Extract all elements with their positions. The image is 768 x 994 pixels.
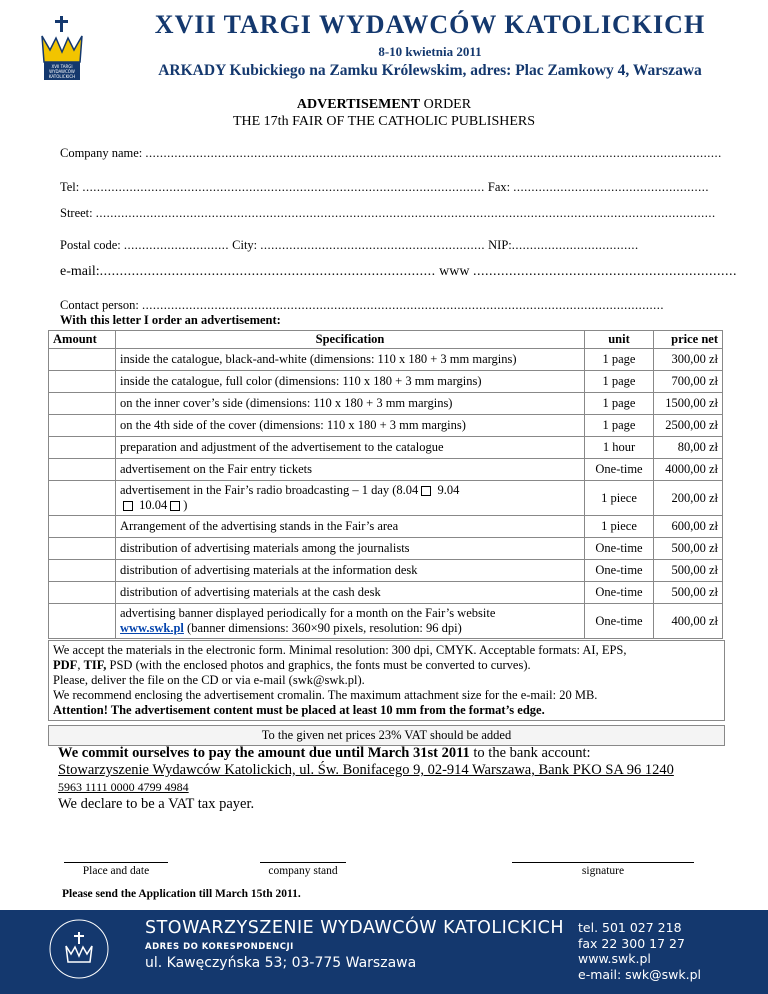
bank-line: Stowarzyszenie Wydawców Katolickich, ul. Św. Bonifacego 9, 02-914 Warszawa, Bank PKO SA 96 1240 [58,762,674,778]
spec-text: distribution of advertising materials among the journalists [120,541,410,555]
spec-cell [116,415,585,437]
note-line: We accept the materials in the electronic form. Minimal resolution: 300 dpi, CMYK. Acceptable formats: AI, EPS, [53,643,627,657]
amount-cell[interactable] [49,393,116,415]
col-spec: Specification [116,331,585,349]
table-row [49,349,723,371]
checkbox-1004[interactable] [170,501,180,511]
amount-cell[interactable] [49,459,116,481]
amount-cell[interactable] [49,516,116,538]
price-cell: 2500,00 zł [654,415,723,437]
website-link[interactable]: www.swk.pl [120,621,184,635]
footer-web-link[interactable]: www.swk.pl [578,951,651,966]
note-line [53,658,720,673]
unit-cell: 1 page [585,415,654,437]
amount-cell[interactable] [49,415,116,437]
fair-title: XVII TARGI WYDAWCÓW KATOLICKICH [154,10,706,39]
price-cell: 1500,00 zł [654,393,723,415]
note-sep: , [77,658,84,672]
spec-cell [116,560,585,582]
unit-cell: 1 page [585,349,654,371]
unit-cell: One-time [585,459,654,481]
spec-cell [116,393,585,415]
city-label: City: [232,238,258,252]
price-cell: 200,00 zł [654,481,723,516]
nip-label: NIP: [488,238,512,252]
contact-label: Contact person: [60,298,139,312]
spec-cell [116,459,585,481]
note-bold: PDF [53,658,78,672]
commitment [58,745,723,796]
amount-cell[interactable] [49,437,116,459]
note-line: Attention! The advertisement content must be placed at least 10 mm from the format’s edge. [53,703,545,717]
spec-cell [116,604,585,639]
fax-label: Fax: [487,180,511,194]
col-amount: Amount [49,331,116,349]
checkbox-0904[interactable] [123,501,133,511]
spec-text: distribution of advertising materials at the information desk [120,563,418,577]
spec-cell [116,349,585,371]
table-row [49,415,723,437]
company-label: Company name: [60,146,143,160]
place-date-line[interactable]: Place and date [64,862,168,877]
unit-cell: One-time [585,560,654,582]
amount-cell[interactable] [49,582,116,604]
table-row [49,459,723,481]
notes-box [48,640,725,721]
company-stand-line[interactable]: company stand [260,862,346,877]
footer-contact [578,920,701,982]
note-text: PSD (with the enclosed photos and graphics, the fonts must be converted to curves). [106,658,531,672]
table-row [49,437,723,459]
order-subtitle: THE 17th FAIR OF THE CATHOLIC PUBLISHERS [232,114,536,129]
footer-org-name: STOWARZYSZENIE WYDAWCÓW KATOLICKICH [145,918,564,938]
street-field[interactable]: Street: ........................................................................................................................................................................... [60,206,716,220]
checkbox-0804[interactable] [421,486,431,496]
street-label: Street: [60,206,93,220]
spec-cell [116,481,585,516]
vat-note: To the given net prices 23% VAT should be added [48,725,725,746]
amount-cell[interactable] [49,481,116,516]
spec-text: ) [183,498,188,512]
unit-cell: One-time [585,538,654,560]
company-field[interactable]: Company name: ............................................................................................................................................................... [60,146,722,160]
spec-text: on the inner cover’s side (dimensions: 110 x 180 + 3 mm margins) [120,396,453,410]
price-cell: 500,00 zł [654,538,723,560]
spec-cell [116,437,585,459]
price-cell: 300,00 zł [654,349,723,371]
unit-cell: One-time [585,582,654,604]
www-label: www [439,264,470,279]
order-intro: With this letter I order an advertisement: [60,313,281,327]
price-cell: 700,00 zł [654,371,723,393]
spec-text: inside the catalogue, full color (dimensions: 110 x 180 + 3 mm margins) [120,374,482,388]
unit-cell: 1 page [585,393,654,415]
spec-text: on the 4th side of the cover (dimensions: 110 x 180 + 3 mm margins) [120,418,466,432]
spec-text: Arrangement of the advertising stands in the Fair’s area [120,519,399,533]
account-number: 5963 1111 0000 4799 4984 [58,780,189,794]
table-row [49,604,723,639]
spec-text: (banner dimensions: 360×90 pixels, resolution: 96 dpi) [183,621,462,635]
spec-text: distribution of advertising materials at the cash desk [120,585,381,599]
amount-cell[interactable] [49,604,116,639]
spec-text: advertisement on the Fair entry tickets [120,462,312,476]
spec-text: advertisement in the Fair’s radio broadcasting – 1 day (8.04 [120,483,419,497]
unit-cell: 1 piece [585,516,654,538]
footer-email-link[interactable]: e-mail: swk@swk.pl [578,966,701,982]
col-price: price net [654,331,723,349]
email-label: e-mail: [60,264,100,279]
table-row [49,560,723,582]
footer-address-label: ADRES DO KORESPONDENCJI [145,942,294,952]
footer-fax: fax 22 300 17 27 [578,935,685,951]
logo-text: KATOLICKICH [48,74,76,79]
price-cell: 500,00 zł [654,560,723,582]
price-cell: 80,00 zł [654,437,723,459]
spec-text: preparation and adjustment of the advertisement to the catalogue [120,440,444,454]
price-cell: 4000,00 zł [654,459,723,481]
postal-label: Postal code: [60,238,121,252]
table-row [49,393,723,415]
amount-cell[interactable] [49,560,116,582]
price-cell: 500,00 zł [654,582,723,604]
tel-label: Tel: [60,180,80,194]
order-title-rest: ORDER [420,97,472,112]
order-title [0,96,768,130]
fair-logo [38,16,86,88]
note-line: Please, deliver the file on the CD or via e-mail (swk@swk.pl). [53,673,365,687]
footer-tel: tel. 501 027 218 [578,920,682,935]
association-logo-icon [48,918,110,980]
table-row [49,582,723,604]
spec-text: inside the catalogue, black-and-white (dimensions: 110 x 180 + 3 mm margins) [120,352,517,366]
unit-cell: 1 hour [585,437,654,459]
spec-text: advertising banner displayed periodically for a month on the Fair’s website [120,606,496,620]
tel-fax-row[interactable]: Tel: ............................................................................................................... Fax: ...................................................... [60,180,709,194]
unit-cell: 1 page [585,371,654,393]
spec-cell [116,538,585,560]
send-deadline: Please send the Application till March 15th 2011. [62,888,301,900]
footer-address: ul. Kawęczyńska 53; 03-775 Warszawa [145,955,417,971]
table-row [49,516,723,538]
commit-bold: We commit ourselves to pay the amount due until March 31st 2011 [58,745,470,761]
contact-field[interactable]: Contact person: ................................................................................................................................................ [60,298,664,312]
unit-cell: One-time [585,604,654,639]
signature-line[interactable]: signature [512,862,694,877]
commit-rest: to the bank account: [469,745,591,761]
table-row [49,538,723,560]
unit-cell: 1 piece [585,481,654,516]
amount-cell[interactable] [49,538,116,560]
table-header-row [49,331,723,349]
price-cell: 600,00 zł [654,516,723,538]
logo-text: XVII TARGI [51,64,73,69]
price-cell: 400,00 zł [654,604,723,639]
ad-table [48,330,723,639]
postal-city-nip-row[interactable]: Postal code: ............................. City: .............................................................. NIP:................................... [60,238,639,252]
spec-text: 10.04 [139,498,168,512]
note-line: We recommend enclosing the advertisement cromalin. The maximum attachment size for the e-mail: 20 MB. [53,688,598,702]
logo-text: WYDAWCÓW [49,69,75,74]
fair-place: ARKADY Kubickiego na Zamku Królewskim, adres: Plac Zamkowy 4, Warszawa [158,62,702,79]
email-www-row[interactable]: e-mail:.................................................................................... www .................................................................. [60,264,737,279]
spec-cell [116,516,585,538]
fair-dates: 8-10 kwietnia 2011 [378,44,482,59]
spec-cell [116,371,585,393]
spec-cell [116,582,585,604]
amount-cell[interactable] [49,349,116,371]
table-row [49,371,723,393]
vat-declaration: We declare to be a VAT tax payer. [58,796,255,812]
spec-text: 9.04 [437,483,460,497]
table-row [49,481,723,516]
col-unit: unit [585,331,654,349]
amount-cell[interactable] [49,371,116,393]
note-bold: TIF, [83,658,107,672]
order-title-bold: ADVERTISEMENT [296,97,421,112]
